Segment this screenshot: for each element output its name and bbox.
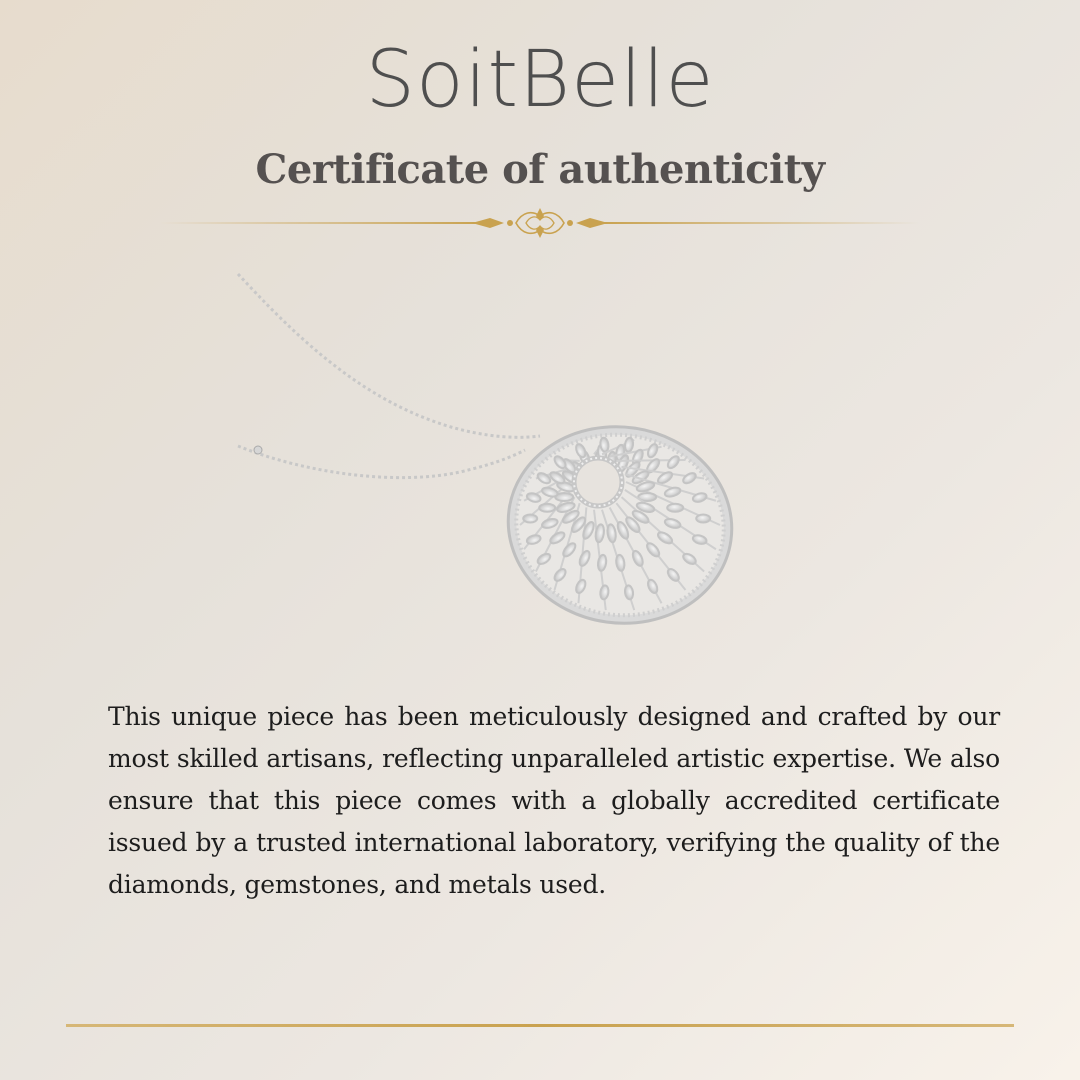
- brand-logo: SoitBelle: [365, 35, 715, 125]
- diamond-pendant-necklace-icon: [220, 260, 780, 640]
- marquise-stone: [667, 504, 683, 512]
- bottom-divider-line: [66, 1024, 1014, 1027]
- marquise-stone: [696, 515, 710, 523]
- certificate-title: Certificate of authenticity: [255, 146, 825, 193]
- marquise-stone: [523, 515, 537, 523]
- ornamental-flourish-icon: [160, 206, 920, 240]
- certificate-description: This unique piece has been meticulously designed and crafted by our most skilled artisans, reflecting unparalleled artistic expertise. We also ensure that this piece comes with a globally accredited certificate issued by a trusted international laboratory, verifying the quality of the diamonds, gemstones, and metals used.: [108, 702, 1000, 899]
- marquise-stone: [539, 504, 555, 512]
